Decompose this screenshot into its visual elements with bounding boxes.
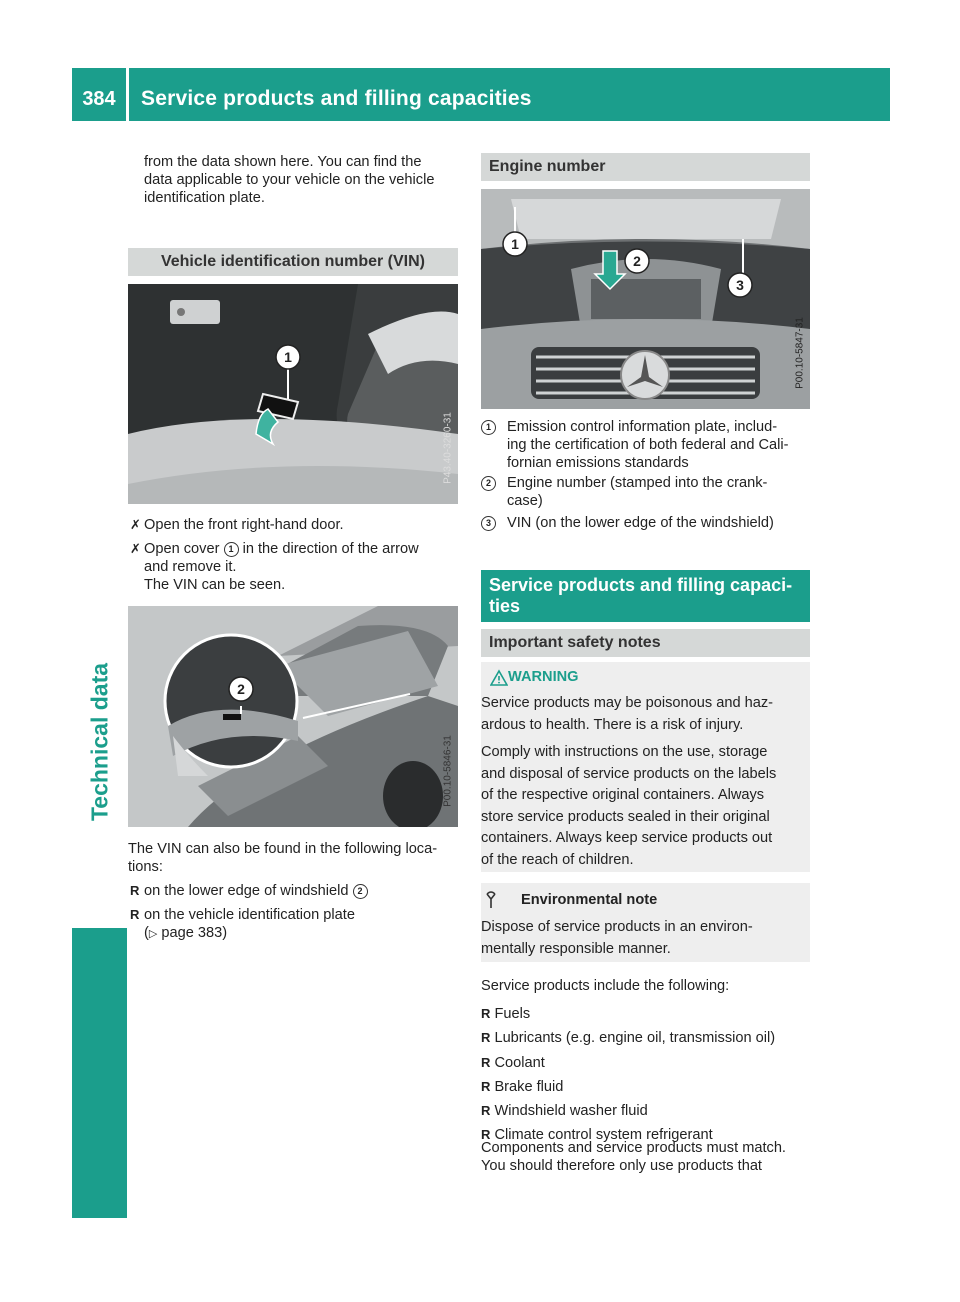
list-item: R Brake fluid (481, 1078, 564, 1095)
svg-text:2: 2 (633, 253, 641, 269)
products-list (481, 1002, 775, 1148)
step-1: Open the front right-hand door. (144, 517, 344, 533)
callout-1: 1 Emission control information plate, includ- ing the certification of both federal and Cali- fornian emissions standards (481, 418, 816, 472)
engine-bay-illustration (481, 189, 810, 409)
svg-text:1: 1 (284, 349, 292, 365)
intro-paragraph: from the data shown here. You can find the data applicable to your vehicle on the vehicle identification plate. (144, 154, 435, 206)
products-intro: Service products include the following: (481, 978, 730, 994)
svg-text:2: 2 (237, 681, 245, 697)
vehicle-windshield-illustration (128, 606, 458, 827)
callout-3: 3 VIN (on the lower edge of the windshield) (481, 514, 816, 532)
engine-number-heading: Engine number (481, 153, 810, 181)
bullet-marker: R (130, 883, 140, 898)
callout-2-badge: 2 (481, 476, 496, 491)
svg-text:1: 1 (511, 236, 519, 252)
safety-notes-heading: Important safety notes (481, 629, 810, 657)
location-plate: on the vehicle identification plate (▷ page 383) (144, 907, 355, 941)
warning-text: Service products may be poisonous and haz- ardous to health. There is a risk of injury. Comply with instructions on the use, storage and disposal of service products on the labels of the respective original containers. Always store service products sealed in their original containers. Always keep service products out of the reach of children. (481, 695, 777, 868)
step-marker: ✗ (130, 541, 141, 556)
callout-1-badge: 1 (481, 420, 496, 435)
location-windshield: on the lower edge of windshield 2 (144, 882, 368, 900)
list-item: R Lubricants (e.g. engine oil, transmission oil) (481, 1030, 776, 1047)
callout-2-badge: 2 (353, 884, 368, 899)
list-item: R Climate control system refrigerant (481, 1127, 713, 1144)
environmental-note-title: Environmental note (521, 892, 658, 908)
callout-1-badge: 1 (224, 542, 239, 557)
callout-3-badge: 3 (481, 516, 496, 531)
bullet-marker: R (130, 907, 140, 922)
header-divider (126, 68, 129, 121)
step-marker: ✗ (130, 517, 141, 532)
step-2: Open cover 1 in the direction of the arrow and remove it. The VIN can be seen. (144, 541, 419, 593)
vin-cover-image (128, 284, 458, 504)
image-code-1: P43.40-3260-31 (442, 412, 454, 484)
warning-icon (490, 669, 508, 687)
side-tab-label: Technical data (86, 662, 112, 822)
environmental-note-text: Dispose of service products in an environ- mentally responsible manner. (481, 919, 753, 957)
page-ref-arrow-icon: ▷ (148, 928, 158, 940)
svg-text:3: 3 (736, 277, 744, 293)
closing-paragraph: Components and service products must match. You should therefore only use products that (481, 1140, 786, 1174)
door-sill-illustration (128, 284, 458, 504)
page-title: Service products and filling capacities (141, 87, 532, 110)
also-found-paragraph: The VIN can also be found in the following loca- tions: (128, 841, 438, 875)
callout-2: 2 Engine number (stamped into the crank- case) (481, 474, 816, 510)
engine-bay-image (481, 189, 810, 409)
image-code-3: P00.10-5847-31 (794, 317, 806, 389)
windshield-vin-image (128, 606, 458, 827)
vin-heading: Vehicle identification number (VIN) (128, 248, 458, 276)
list-item: R Fuels (481, 1006, 531, 1022)
page-number: 384 (82, 88, 116, 110)
image-code-2: P00.10-5846-31 (442, 735, 454, 807)
warning-title: WARNING (508, 669, 579, 685)
environment-bulb-icon (482, 890, 500, 910)
list-item: R Coolant (481, 1054, 545, 1071)
list-item: R Windshield washer fluid (481, 1103, 648, 1120)
section-main-heading: Service products and filling capaci- ties (481, 570, 810, 622)
